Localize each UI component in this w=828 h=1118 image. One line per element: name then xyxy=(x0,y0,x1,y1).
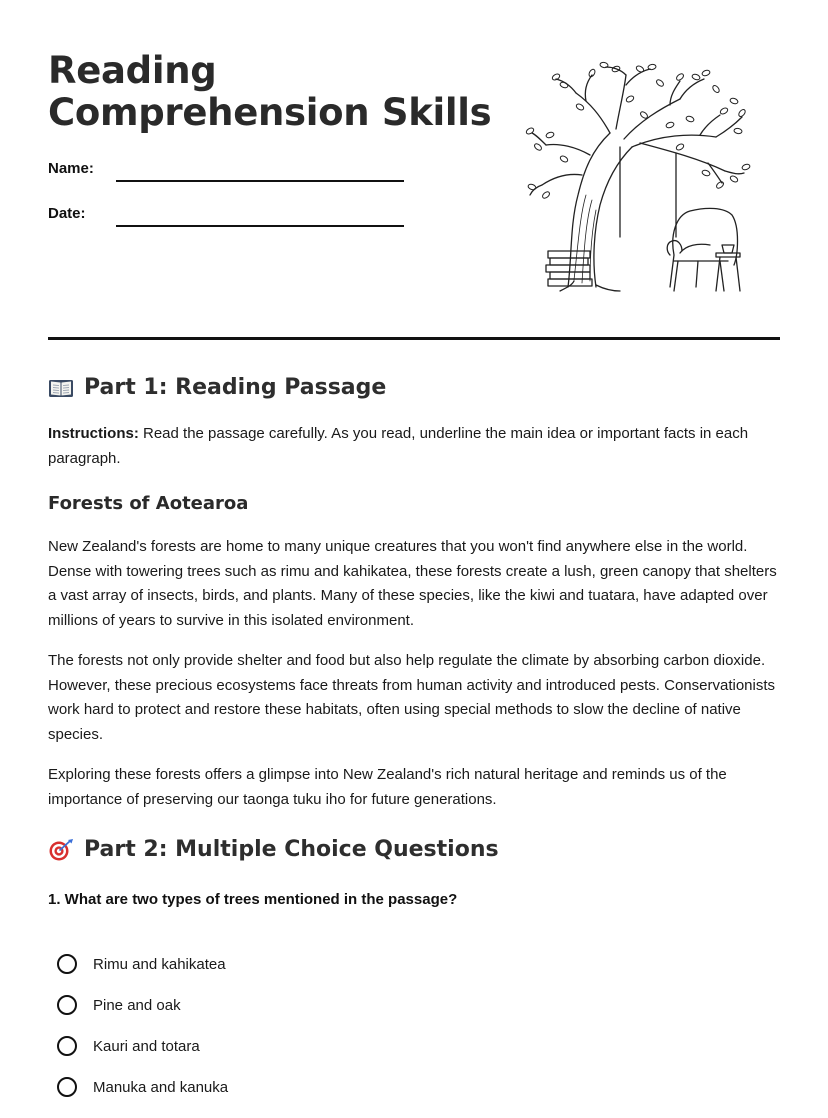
passage-paragraph-3: Exploring these forests offers a glimpse into New Zealand's rich natural heritage and reminds us of the importance of preserving our taonga tuku iho for future generations. xyxy=(48,766,727,808)
radio-button[interactable] xyxy=(57,1036,77,1056)
instructions-label: Instructions: xyxy=(48,425,139,442)
title-line-1: Reading xyxy=(48,49,217,92)
radio-button[interactable] xyxy=(57,1077,77,1097)
instructions xyxy=(48,422,778,471)
part2-heading-text: Part 2: Multiple Choice Questions xyxy=(84,837,499,862)
date-label: Date: xyxy=(48,205,86,222)
answer-option-label: Kauri and totara xyxy=(93,1037,200,1055)
title-line-2: Comprehension Skills xyxy=(48,91,492,134)
answer-option-label: Rimu and kahikatea xyxy=(93,955,226,973)
answer-option[interactable] xyxy=(57,952,226,976)
passage-paragraph-2: The forests not only provide shelter and food but also help regulate the climate by absorbing carbon dioxide. However, these precious ecosystems face threats from human activity and introduced pests. Conservationists work hard to protect and restore these habitats, often using special methods to slow the decline of native species. xyxy=(48,652,776,743)
passage-paragraph-1: New Zealand's forests are home to many unique creatures that you won't find anywhere else in the world. Dense with towering trees such as rimu and kahikatea, these forests create a lush, green canopy that shelters a vast array of insects, birds, and plants. Many of these species, like the kiwi and tuatara, have adapted over millions of years to survive in this isolated environment. xyxy=(48,538,777,629)
date-line[interactable] xyxy=(116,225,404,227)
instructions-text: Read the passage carefully. As you read, underline the main idea or important facts in each paragraph. xyxy=(48,425,749,467)
part2-heading xyxy=(48,837,499,862)
name-line[interactable] xyxy=(116,180,404,182)
answer-option-label: Manuka and kanuka xyxy=(93,1078,229,1096)
name-label: Name: xyxy=(48,160,94,177)
open-book-icon xyxy=(48,377,74,399)
part1-heading-text: Part 1: Reading Passage xyxy=(84,375,387,400)
radio-button[interactable] xyxy=(57,995,77,1015)
answer-option[interactable] xyxy=(57,1034,200,1058)
header-divider xyxy=(48,337,780,340)
passage-title: Forests of Aotearoa xyxy=(48,493,249,514)
target-dart-icon xyxy=(48,839,74,861)
question-1: 1. What are two types of trees mentioned in the passage? xyxy=(48,891,458,908)
radio-button[interactable] xyxy=(57,954,77,974)
part1-heading xyxy=(48,375,386,400)
tree-swing-illustration xyxy=(520,55,760,305)
answer-option[interactable] xyxy=(57,993,181,1017)
worksheet-title xyxy=(48,50,491,134)
answer-option[interactable] xyxy=(57,1075,228,1099)
answer-option-label: Pine and oak xyxy=(93,996,181,1014)
